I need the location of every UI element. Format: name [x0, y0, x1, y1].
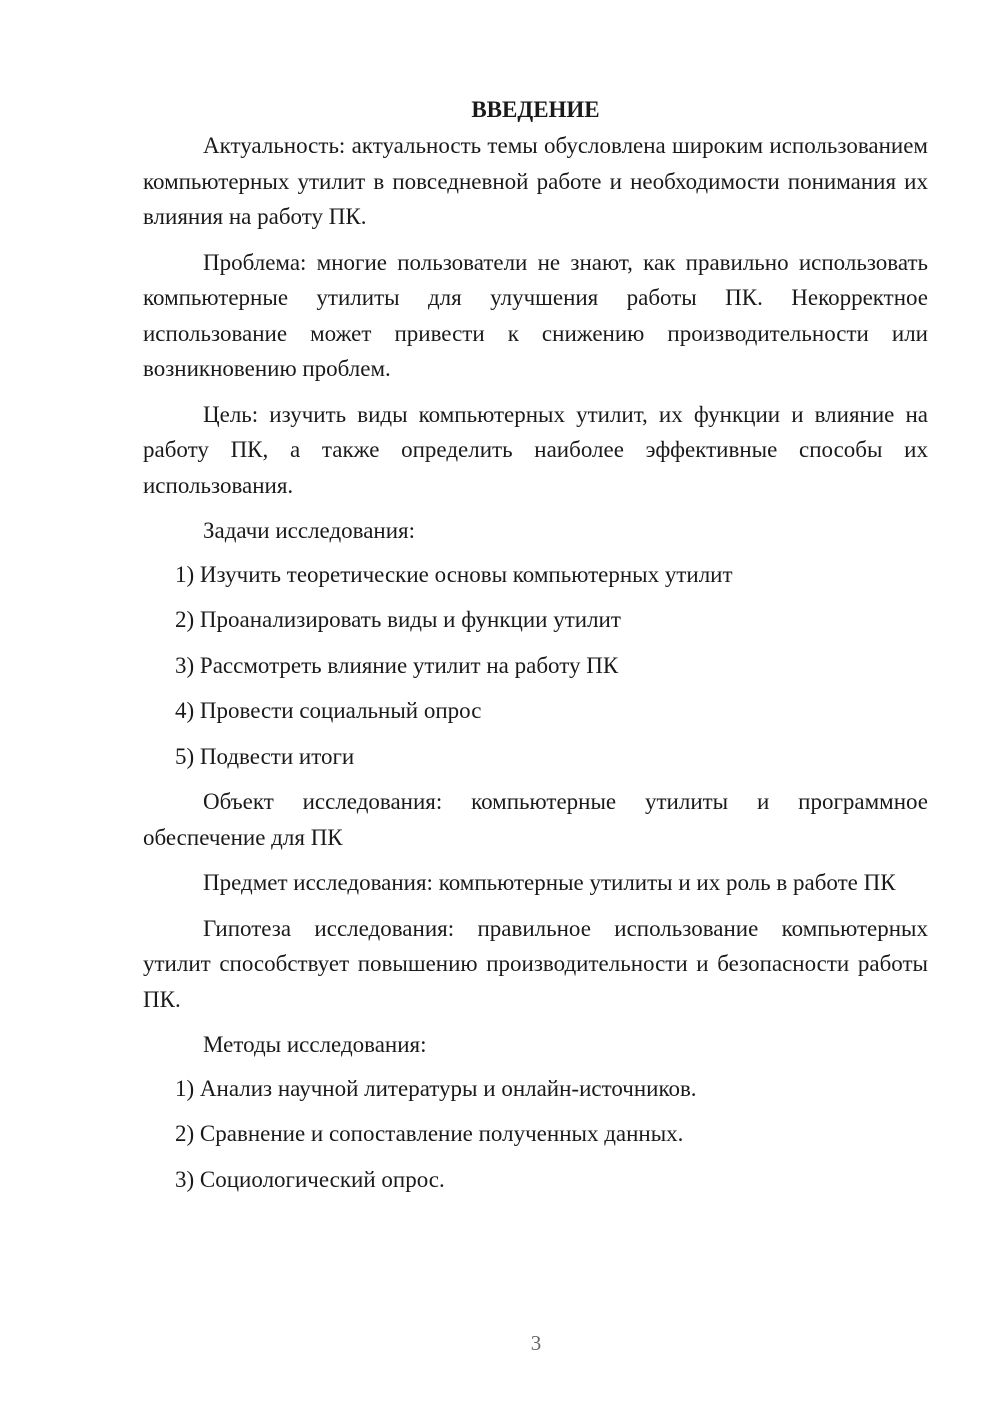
list-item: 1) Изучить теоретические основы компьютерных утилит: [175, 561, 733, 587]
list-item: 1) Анализ научной литературы и онлайн-источников.: [175, 1075, 697, 1101]
list-item: 3) Социологический опрос.: [175, 1166, 445, 1192]
paragraph-hypothesis: Гипотеза исследования: правильное использование компьютерных утилит способствует повышению производительности и безопасности работы ПК.: [143, 915, 928, 1012]
section-title: ВВЕДЕНИЕ: [471, 97, 600, 122]
tasks-heading: Задачи исследования:: [203, 518, 416, 543]
list-item: 2) Проанализировать виды и функции утилит: [175, 607, 621, 632]
list-item: 3) Рассмотреть влияние утилит на работу ПК: [175, 652, 619, 678]
paragraph-problem: Проблема: многие пользователи не знают, как правильно использовать компьютерные утилиты для улучшения работы ПК. Некорректное использование может привести к снижению производительности или возникновению проблем.: [143, 249, 928, 381]
list-item: 4) Провести социальный опрос: [175, 698, 482, 723]
paragraph-object: Объект исследования: компьютерные утилиты и программное обеспечение для ПК: [143, 789, 928, 850]
methods-list: [143, 1071, 928, 1198]
list-item: 5) Подвести итоги: [175, 743, 355, 769]
tasks-list: [143, 557, 928, 775]
page-content: [143, 92, 928, 1207]
methods-heading: Методы исследования:: [203, 1032, 427, 1057]
paragraph-relevance: Актуальность: актуальность темы обусловлена широким использованием компьютерных утилит в повседневной работе и необходимости понимания их влияния на работу ПК.: [143, 133, 928, 229]
paragraph-goal: Цель: изучить виды компьютерных утилит, их функции и влияние на работу ПК, а также определить наиболее эффективные способы их использования.: [143, 401, 928, 498]
page-number: 3: [530, 1331, 542, 1355]
paragraph-subject: Предмет исследования: компьютерные утилиты и их роль в работе ПК: [203, 870, 896, 895]
list-item: 2) Сравнение и сопоставление полученных данных.: [175, 1121, 684, 1146]
